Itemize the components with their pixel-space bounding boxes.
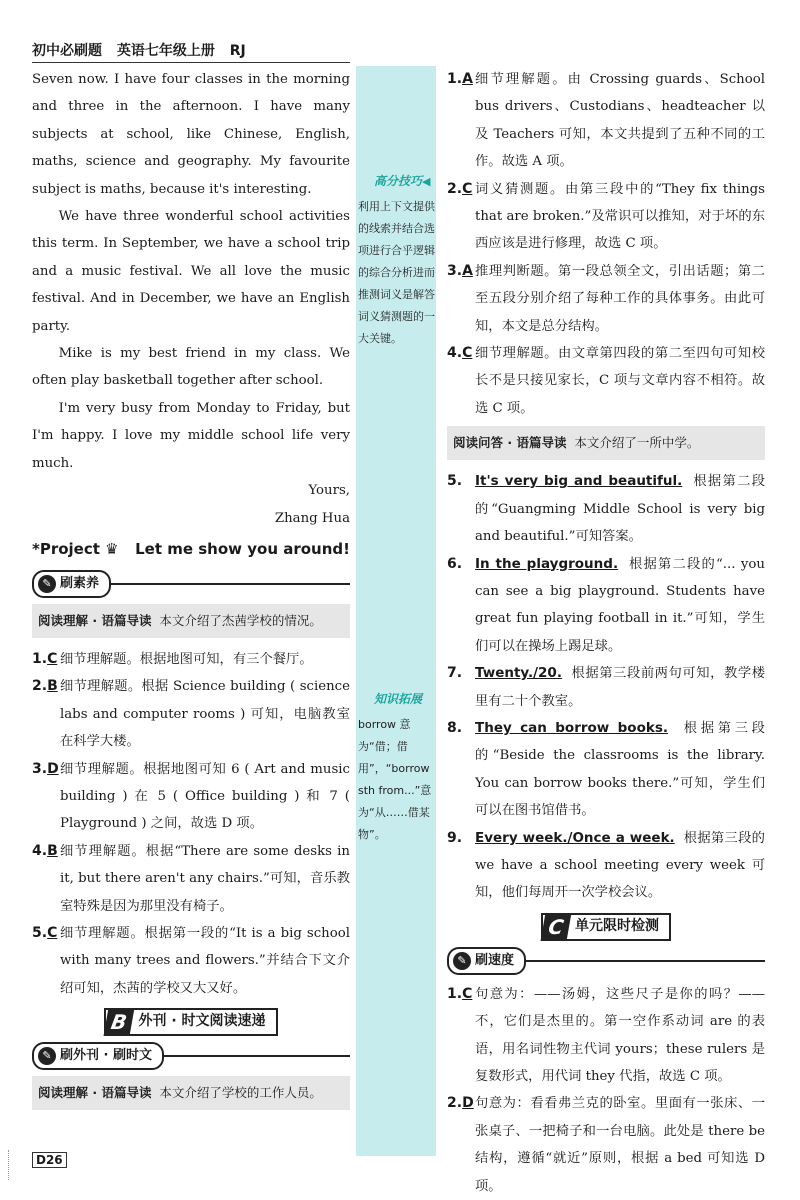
subject-title: 英语七年级上册 [116,43,215,59]
answer-item: 8. They can borrow books. 根据第三段的“Beside the classrooms is the library. You can borrow books there.”可知，学生们可以在图书馆借书。 [447,719,765,819]
reading-guide: 阅读理解 · 语篇导读 本文介绍了杰茜学校的情况。 [32,604,350,638]
pencil-icon: ✎ [38,1047,56,1065]
answer-item: 9. Every week./Once a week. 根据第三段的 we have a school meeting every week 可知，他们每周开一次学校会议。 [447,829,765,901]
letter-paragraph: Seven now. I have four classes in the morning and three in the afternoon. I have many subjects at school, like Chinese, English, maths, science and geography. My favourite subject is maths, because it's interesting. [32,72,350,197]
answer-item: 5. It's very big and beautiful. 根据第二段的“Guangming Middle School is very big and beautiful.”可知答案。 [447,473,766,545]
edition-label: RJ [229,43,246,59]
tip-text-knowledge: borrow 意为“借；借用”，“borrow sth from...”意为“从……借某物”。 [358,718,432,841]
pencil-icon: ✎ [453,952,471,970]
letter-signature: Zhang Hua [274,510,350,526]
answer-item: 1.A 细节理解题。由 Crossing guards、School bus drivers、Custodians、headteacher 以及 Teachers 可知，本文共提到了五种不同的工作。故选 A 项。 [447,71,765,170]
answer-item: 3.D 细节理解题。根据地图可知 6 ( Art and music building ) 在 5 ( Office building ) 和 7 ( Playground ) 之间，故选 D 项。 [32,760,350,832]
answer-item: 2.B 细节理解题。根据 Science building ( science labs and computer rooms ) 可知，电脑教室在科学大楼。 [32,678,350,750]
header-rule [32,62,350,63]
project-label: *Project [32,539,100,558]
book-title: 初中必刷题 [32,43,102,59]
section-b-heading: B 外刊 · 时文阅读速递 [32,1008,350,1036]
section-c-heading: C 单元限时检测 [447,913,765,941]
tip-title-knowledge: 知识拓展 [374,692,423,706]
page-number: D26 [32,1152,67,1168]
reading-guide: 阅读问答 · 语篇导读 本文介绍了一所中学。 [447,426,765,460]
section-badge: ✎ 刷外刊 · 刷时文 [32,1042,350,1070]
right-column [447,66,765,1200]
page-header [32,40,246,60]
answer-item: 7. Twenty./20. 根据第三段前两句可知，教学楼里有二十个教室。 [447,665,765,709]
answer-item: 5.C 细节理解题。根据第一段的“It is a big school with many trees and flowers.”并结合下文介绍可知，杰茜的学校又大又好。 [32,924,350,996]
section-badge: ✎ 刷速度 [447,947,765,975]
answer-item: 4.C 细节理解题。由文章第四段的第二至四句可知校长不是只接见家长，C 项与文章内容不相符。故选 C 项。 [447,345,765,416]
left-column [32,66,350,1118]
pencil-icon: ✎ [38,575,56,593]
corner-dots [8,1150,29,1180]
letter-paragraph: We have three wonderful school activities this term. In September, we have a school trip and a music festival. We all love the music festival. And in December, we have an English party. [32,209,350,334]
letter-paragraph: Mike is my best friend in my class. We often play basketball together after school. [32,346,350,389]
section-badge: ✎ 刷素养 [32,570,350,598]
answer-item: 6. In the playground. 根据第二段的“... you can see a big playground. Students have great fun playing football in it.”可知，学生们可以在操场上踢足球。 [447,555,765,654]
letter-paragraph: I'm very busy from Monday to Friday, but I'm happy. I love my middle school life very much. [32,400,350,471]
tip-title-high-score: 高分技巧◀ [374,174,431,188]
tip-text-high-score: 利用上下文提供的线索并结合选项进行合乎逻辑的综合分析进而推测词义是解答词义猜测题的一大关键。 [358,200,435,345]
answer-item: 2.D 句意为：看看弗兰克的卧室。里面有一张床、一张桌子、一把椅子和一台电脑。此处是 there be 结构，遵循“就近”原则，根据 a bed 可知选 D 项。 [447,1095,765,1194]
project-title: Let me show you around! [135,539,350,558]
letter-closing: Yours, [308,483,350,499]
answer-item: 4.B 细节理解题。根据“There are some desks in it, but there aren't any chairs.”可知，音乐教室特殊是因为那里没有椅子。 [32,842,350,914]
crown-icon: ♛ [105,539,119,558]
answer-item: 1.C 句意为：——汤姆，这些尺子是你的吗？——不，它们是杰里的。第一空作系动词 are 的表语，用名词性物主代词 yours；these rulers 是复数形式，用代词 they 代指，故选 C 项。 [447,985,765,1084]
answer-item: 3.A 推理判断题。第一段总领全文，引出话题；第二至五段分别介绍了每种工作的具体事务。由此可知，本文是总分结构。 [447,262,765,334]
answer-item: 2.C 词义猜测题。由第三段中的“They fix things that are broken.”及常识可以推知，对于坏的东西应该是进行修理，故选 C 项。 [447,180,765,252]
project-heading [32,534,350,564]
answer-item: 1.C 细节理解题。根据地图可知，有三个餐厅。 [32,650,313,667]
reading-guide: 阅读理解 · 语篇导读 本文介绍了学校的工作人员。 [32,1076,350,1110]
